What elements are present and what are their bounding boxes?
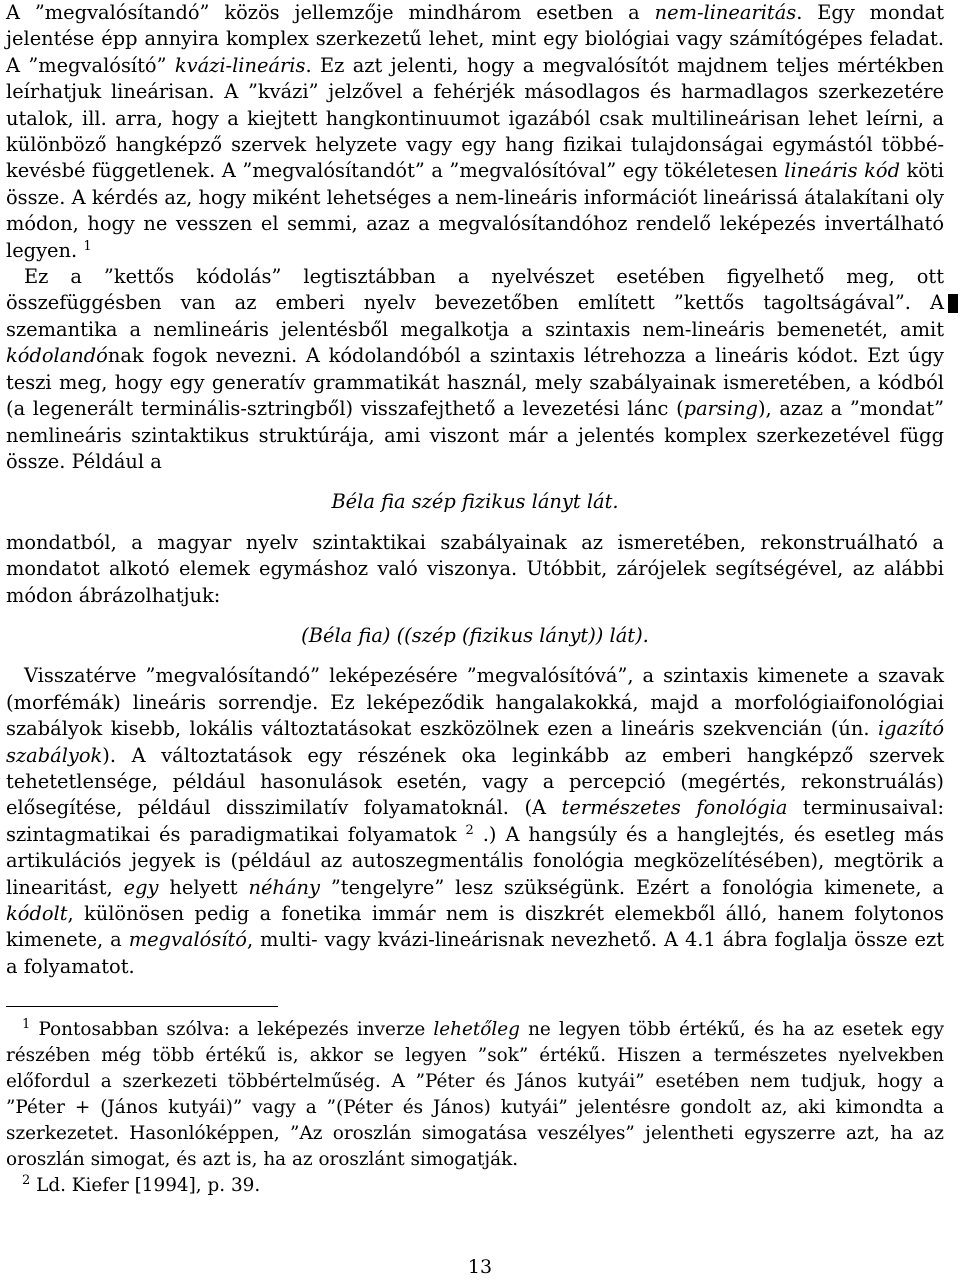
text-run: A ”megvalósítandó” közös jellemzője mindhárom esetben a bbox=[6, 1, 655, 24]
text-run: ), azaz a ”mondat” nemlineáris szintaktikus struktúrája, ami viszont már a jelentés komplex szerkezetével függ össze. Például a bbox=[6, 397, 944, 473]
text-run: . Egy mondat jelentése épp annyira komplex szerkezetű lehet, mint egy biológiai vagy számítógépes feladat. A ”megvalósító” bbox=[6, 1, 944, 77]
footnote-ref-1[interactable]: 1 bbox=[83, 238, 92, 254]
italic-term: lehetőleg bbox=[433, 1019, 520, 1041]
footnote-2 bbox=[6, 1173, 944, 1199]
footnote-ref-2[interactable]: 2 bbox=[465, 822, 474, 838]
italic-term: lineáris kód bbox=[784, 159, 901, 183]
paragraph-4 bbox=[6, 663, 944, 980]
italic-term: egy bbox=[123, 875, 159, 899]
text-run: Visszatérve ”megvalósítandó” leképezésére ”megvalósítóvá”, a szintaxis kimenete a szavak (morfémák) lineáris sorrendje. Ez leképeződik hangalakokká, majd a morfológiaifonológiai szabályok kisebb, lokális változtatásokat eszközölnek ezen a lineáris szekvencián (ún. bbox=[6, 664, 944, 741]
text-run: ne legyen több értékű, és ha az esetek egy részében még több értékű is, akkor se legyen ”sok” értékű. Hiszen a természetes nyelvekben előfordul a szerkezeti többértelműség. A ”Péter és János kutyái” esetében nem tudjuk, hogy a ”Péter + (János kutyái)” vagy a ”(Péter és János) kutyái” jelentésre gondolt az, aki kimondta a szerkezetet. Hasonlóképpen, ”Az oroszlán simogatása veszélyes” jelentheti egyszerre azt, ha az oroszlán simogat, és azt is, ha az oroszlánt simogatják. bbox=[6, 1019, 944, 1171]
footnotes bbox=[6, 1017, 944, 1199]
text-run: Pontosabban szólva: a leképezés inverze bbox=[30, 1019, 434, 1041]
text-run: .) A hangsúly és a hanglejtés, és esetleg más artikulációs jegyek is (például az autoszegmentális fonológia megközelítésében), megtörik a linearitást, bbox=[6, 822, 945, 899]
text-run: Ez a ”kettős kódolás” legtisztábban a nyelvészet esetében figyelhető meg, ott összefüggésben bbox=[6, 265, 944, 315]
footnote-number: 1 bbox=[22, 1017, 31, 1033]
paragraph-3: mondatból, a magyar nyelv szintaktikai szabályainak az ismeretében, rekonstruálható a mondatot alkotó elemek egymáshoz való viszonya. Utóbbit, zárójelek segítségével, az alábbi módon ábrázolhatjuk: bbox=[6, 530, 944, 607]
italic-term: kvázi-lineáris bbox=[174, 53, 306, 77]
example-bracketing: (Béla fia) ((szép (fizikus lányt)) lát). bbox=[301, 623, 649, 647]
footnote-rule bbox=[6, 1006, 278, 1007]
text-run: köti össze. A kérdés az, hogy miként lehetséges a nem-lineáris információt lineárissá átalakítani oly módon, hogy ne vesszen el semmi, azaz a megvalósítandóhoz rendelő leképezés invertálható legyen. bbox=[6, 159, 944, 262]
italic-term: természetes fonológia bbox=[561, 796, 788, 820]
page-number: 13 bbox=[467, 1256, 493, 1278]
text-run: , multi- vagy kvázi-lineárisnak nevezhető. A 4.1 ábra foglalja össze ezt a folyamatot. bbox=[6, 928, 944, 978]
footnote-1 bbox=[6, 1017, 944, 1173]
italic-term: kódolandó bbox=[6, 344, 108, 368]
text-run: terminusaival: szintagmatikai és paradigmatikai folyamatok bbox=[6, 796, 944, 846]
page-body bbox=[6, 0, 944, 1199]
italic-term: parsing bbox=[683, 397, 758, 421]
example-sentence: Béla fia szép fizikus lányt lát. bbox=[331, 490, 619, 514]
text-run: helyett bbox=[158, 875, 249, 899]
italic-term: megvalósító bbox=[128, 928, 247, 952]
text-run: , különösen pedig a fonetika immár nem is diszkrét elemekből álló, hanem folytonos kimenete, a bbox=[6, 902, 944, 952]
italic-term: kódolt bbox=[6, 902, 68, 925]
overfull-box-marker bbox=[948, 294, 958, 313]
italic-term: igazító szabályok bbox=[6, 717, 944, 767]
paragraph-2 bbox=[6, 264, 944, 475]
text-run: . Ez azt jelenti, hogy a megvalósítót majdnem teljes mértékben leírhatjuk lineárisan. A ”kvázi” jelzővel a fehérjék másodlagos és harmadlagos szerkezetére utalok, ill. arra, hogy a kiejtett hangkontinuumot igazából csak multilineárisan lehet leírni, a különböző hangképző szervek helyzete vagy egy hang fizikai tulajdonságai egymástól többé-kevésbé függetlenek. A ”megvalósítandót” a ”megvalósítóval” egy tökéletesen bbox=[6, 53, 944, 183]
text-run: Ld. Kiefer [1994], p. 39. bbox=[30, 1175, 261, 1197]
text-run: ). A változtatások egy részének oka leginkább az emberi hangképző szervek tehetetlensége, például hasonulások esetén, vagy a percepció (megértés, rekonstruálás) elősegítése, például disszimilatív folyamatoknál. (A bbox=[6, 743, 944, 820]
text-run: van az emberi nyelv bevezetőben említett ”kettős tagoltságával”. A szemantika a nemlineáris jelentésből megalkotja a szintaxis nem-lineáris bemenetét, amit bbox=[6, 291, 944, 341]
text-run: nak fogok nevezni. A kódolandóból a szintaxis létrehozza a lineáris kódot. Ezt úgy teszi meg, hogy egy generatív grammatikát használ, mely szabályainak ismeretében, a kódból (a legenerált terminális-sztringből) visszafejthető a levezetési lánc ( bbox=[6, 344, 944, 421]
paragraph-1 bbox=[6, 0, 944, 264]
text-run: ”tengelyre” lesz szükségünk. Ezért a fonológia kimenete, a bbox=[319, 875, 944, 899]
footnote-number: 2 bbox=[22, 1173, 31, 1189]
italic-term: nem-linearitás bbox=[654, 1, 797, 24]
italic-term: néhány bbox=[248, 875, 320, 899]
